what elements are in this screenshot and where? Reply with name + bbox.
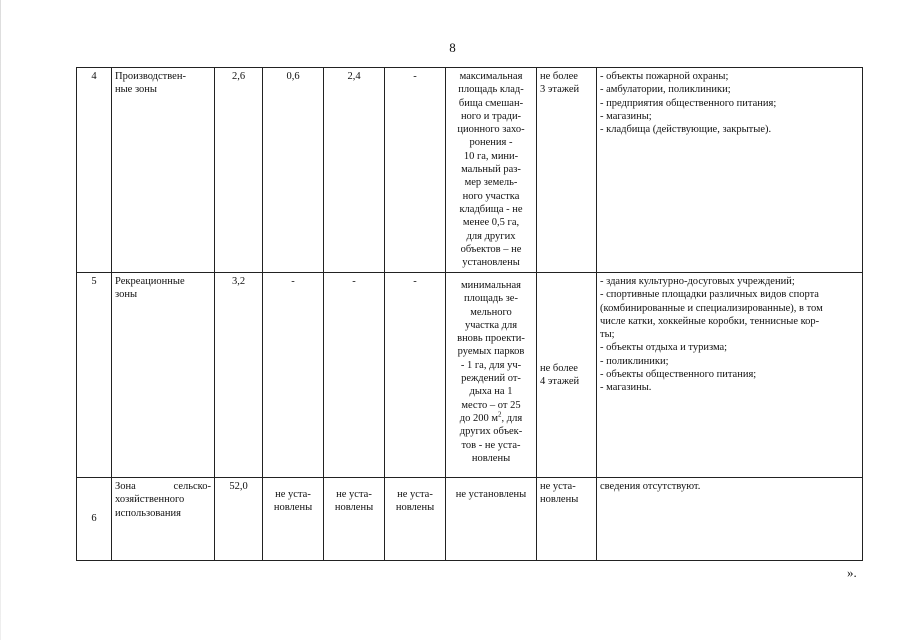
page-number: 8 <box>449 40 456 55</box>
zone-name-line: ные зоны <box>115 84 157 96</box>
plot-area-line: мельного <box>470 306 512 318</box>
value-cell: 3,2 <box>215 273 263 478</box>
zone-name-line: Производствен- <box>115 71 186 82</box>
permitted-uses-cell <box>597 478 863 561</box>
plot-area-line: бища смешан- <box>458 97 524 109</box>
table-row <box>77 273 863 478</box>
plot-area-line: тов - не уста- <box>461 439 521 451</box>
zone-name <box>112 68 215 273</box>
floors-cell <box>537 68 597 273</box>
zone-name-word: Зона <box>115 481 136 492</box>
floors-line: 4 этажей <box>540 376 580 387</box>
value-cell: - <box>324 273 385 478</box>
plot-area-line: ционного захо- <box>457 124 525 136</box>
plot-area-line: место – от 25 <box>461 399 521 411</box>
use-item: - здания культурно-досуговых учреждений; <box>600 276 795 287</box>
plot-area-line: руемых парков <box>457 346 525 358</box>
use-item: - объекты общественного питания; <box>600 369 757 381</box>
floors-cell <box>537 273 597 478</box>
plot-area-line: менее 0,5 га, <box>462 217 520 229</box>
floors-text: не более <box>540 362 578 374</box>
value-line: новлены <box>273 502 313 514</box>
plot-area-line: мальный раз- <box>461 164 521 176</box>
value-cell: - <box>263 273 324 478</box>
value-cell <box>263 478 324 561</box>
plot-area-line: участка для <box>464 319 518 331</box>
value-cell: - <box>385 68 446 273</box>
plot-area-line: - 1 га, для уч- <box>460 359 522 371</box>
plot-area-cell <box>446 273 537 478</box>
value-cell <box>324 478 385 561</box>
plot-area-line: ного участка <box>462 190 520 202</box>
row-number: 5 <box>77 273 112 478</box>
value-cell <box>385 478 446 561</box>
plot-area-line: новлены <box>471 452 511 464</box>
use-item: - поликлиники; <box>600 355 669 367</box>
plot-area-line: площадь клад- <box>458 84 524 96</box>
plot-area-line: площадь зе- <box>464 293 518 305</box>
scan-edge <box>0 0 1 640</box>
plot-area-line: минимальная <box>461 280 521 291</box>
value-line: не уста- <box>336 489 372 500</box>
use-item: - предприятия общественного питания; <box>600 97 777 109</box>
floors-line <box>540 362 593 375</box>
plot-area-line: ронения - <box>469 137 513 149</box>
use-item: - объекты пожарной охраны; <box>600 71 729 82</box>
use-item: сведения отсутствуют. <box>600 481 701 492</box>
row-number: 4 <box>77 68 112 273</box>
zone-name-line <box>115 480 211 493</box>
plot-area-line: 10 га, мини- <box>463 150 519 162</box>
zone-name-line: Рекреационные <box>115 276 185 287</box>
superscript: 2 <box>498 410 502 419</box>
table-row <box>77 478 863 561</box>
row-number: 6 <box>77 478 112 561</box>
floors-line: не уста- <box>540 481 576 492</box>
floors-cell <box>537 478 597 561</box>
floors-line: не более <box>540 71 578 82</box>
use-item: ты; <box>600 329 615 341</box>
plot-area-line: ного и тради- <box>460 110 522 122</box>
use-item: - спортивные площадки различных видов спорта <box>600 289 819 301</box>
value-line: новлены <box>395 502 435 514</box>
table-row <box>77 68 863 273</box>
plot-area-line: максимальная <box>459 71 523 82</box>
use-item: числе катки, хоккейные коробки, теннисные кор- <box>600 315 820 327</box>
zone-name-line: зоны <box>115 289 138 301</box>
zone-name <box>112 478 215 561</box>
zone-name <box>112 273 215 478</box>
use-item: (комбинированные и специализированные), в том <box>600 302 823 314</box>
floors-line: 3 этажей <box>540 84 580 96</box>
plot-area-text: , для <box>501 412 523 424</box>
zone-name-line: хозяйственного <box>115 494 185 506</box>
use-item: - магазины; <box>600 110 652 122</box>
value-line: новлены <box>334 502 374 514</box>
zone-name-line: использования <box>115 507 181 519</box>
use-item: - амбулатории, поликлиники; <box>600 84 731 96</box>
use-item: - объекты отдыха и туризма; <box>600 342 728 354</box>
plot-area-line: вновь проекти- <box>457 333 525 345</box>
value-line: не уста- <box>275 489 311 500</box>
value-cell: 2,4 <box>324 68 385 273</box>
value-line: не уста- <box>397 489 433 500</box>
plot-area-cell <box>446 68 537 273</box>
value-cell: 2,6 <box>215 68 263 273</box>
plot-area-line: реждений от- <box>461 373 521 385</box>
closing-quote: ». <box>847 565 857 580</box>
value-cell: 52,0 <box>215 478 263 561</box>
permitted-uses-cell <box>597 68 863 273</box>
permitted-uses-cell <box>597 273 863 478</box>
plot-area-line: не установлены <box>455 489 527 500</box>
plot-area-line: установлены <box>462 257 520 269</box>
use-item: - кладбища (действующие, закрытые). <box>600 124 772 136</box>
zone-name-word: сельско- <box>173 481 211 492</box>
zones-table <box>76 67 863 561</box>
plot-area-cell <box>446 478 537 561</box>
floors-line: новлены <box>540 494 579 506</box>
use-item: - магазины. <box>600 382 652 394</box>
plot-area-line: дыха на 1 <box>469 386 513 398</box>
plot-area-text: до 200 м <box>459 412 499 424</box>
plot-area-line: мер земель- <box>464 177 518 189</box>
value-cell: 0,6 <box>263 68 324 273</box>
plot-area-line: объектов – не <box>460 243 522 255</box>
plot-area-line: других объек- <box>459 426 523 438</box>
plot-area-line: кладбища - не <box>459 203 523 215</box>
plot-area-line <box>449 412 533 425</box>
plot-area-line: для других <box>466 230 516 242</box>
value-cell: - <box>385 273 446 478</box>
